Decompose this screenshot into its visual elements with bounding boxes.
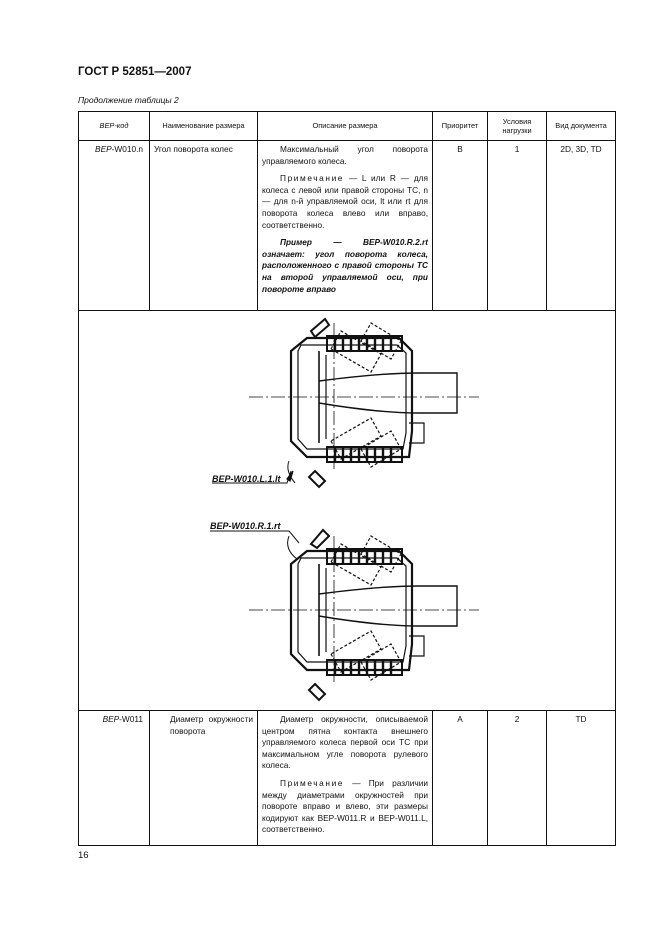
description-text: Диаметр окружности, описываемой центром пятна контакта внешнего управляемого колеса первой оси ТС при максимальном угле поворота рулевого колеса. [262,714,428,771]
code-suffix: -W011 [119,714,143,724]
row-description [258,141,433,311]
note-text [262,173,428,231]
example-text [262,237,428,295]
code-prefix: ВЕР [102,714,120,724]
row-code [79,711,150,846]
row-name: Угол поворота колес [150,141,258,311]
wheel-turn-diagram [79,311,616,710]
row-load: 2 [488,711,547,846]
row-load: 1 [488,141,547,311]
label-left: ВЕР-W010.L.1.lt [212,474,281,484]
header-priority: Приоритет [433,112,488,141]
header-doc: Вид документа [547,112,616,141]
header-name: Наименование размера [150,112,258,141]
note-text [262,778,428,836]
dimension-table [78,111,616,846]
code-suffix: -W010.n [111,144,143,154]
lower-wheel-assembly [249,530,479,700]
table-caption: Продолжение таблицы 2 [78,95,179,105]
document-title: ГОСТ Р 52851—2007 [78,66,192,78]
upper-wheel-assembly [249,319,479,487]
row-description [258,711,433,846]
row-priority: А [433,711,488,846]
note-head: Примечание [280,173,345,184]
dimension-leader-right [210,531,299,543]
example-head: Пример [280,237,312,248]
table-row [79,711,616,846]
code-prefix: ВЕР [95,144,112,154]
description-text: Максимальный угол поворота управляемого колеса. [262,144,428,166]
header-description: Описание размера [258,112,433,141]
label-right: ВЕР-W010.R.1.rt [210,521,281,531]
row-name: Диаметр окружности поворота [150,711,258,846]
header-code: ВЕР-код [79,112,150,141]
row-priority: В [433,141,488,311]
figure-row [79,311,616,711]
note-head: Примечание [280,777,345,788]
page-number: 16 [78,850,89,861]
note-body: — L или R — для колеса с левой или правой стороны ТС, n — для n-й управляемой оси, lt или rt для поворота колеса влево или вправо, соответственно. [262,173,428,230]
example-body: — ВЕР-W010.R.2.rt означает: угол поворота колеса, расположенного с правой стороны ТС на второй управляемой оси, при повороте вправо [262,237,428,294]
row-doc: 2D, 3D, TD [547,141,616,311]
table-row [79,141,616,311]
row-code [79,141,150,311]
row-doc: TD [547,711,616,846]
header-load: Условия нагрузки [488,112,547,141]
figure-cell [79,311,616,711]
note-body: — При различии между диаметрами окружностей при повороте вправо и влево, эти размеры кодируют как ВЕР-W011.R и ВЕР-W011.L, соответственно. [262,777,428,835]
table-header-row [79,112,616,141]
